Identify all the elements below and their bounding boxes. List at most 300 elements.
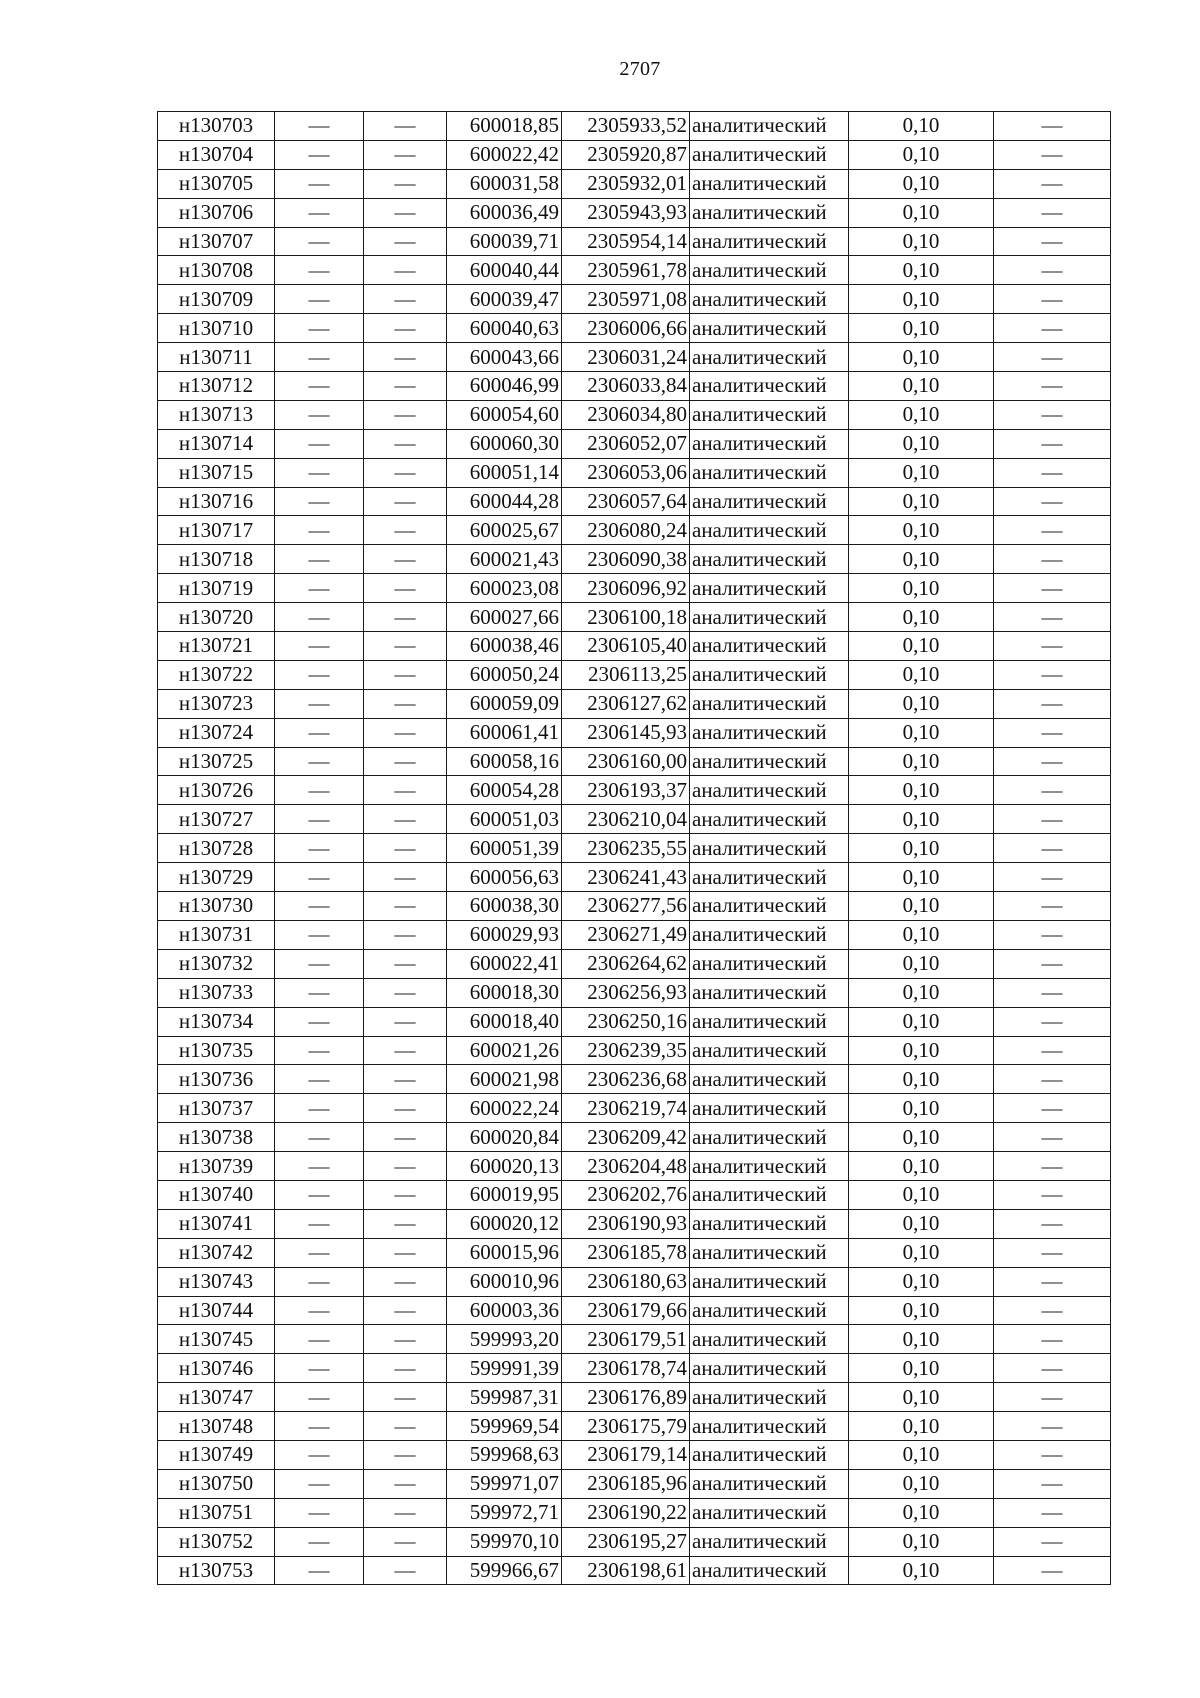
coord-x-cell: 600056,63 (447, 863, 562, 892)
empty-dash-cell: — (994, 1238, 1111, 1267)
point-id-cell: н130751 (158, 1498, 275, 1527)
coord-y-cell: 2306239,35 (562, 1036, 690, 1065)
point-id-cell: н130710 (158, 314, 275, 343)
coord-y-cell: 2306180,63 (562, 1267, 690, 1296)
point-id-cell: н130746 (158, 1354, 275, 1383)
point-id-cell: н130711 (158, 343, 275, 372)
point-id-cell: н130743 (158, 1267, 275, 1296)
empty-dash-cell: — (275, 372, 364, 401)
error-cell: 0,10 (849, 805, 994, 834)
coord-x-cell: 600022,42 (447, 140, 562, 169)
empty-dash-cell: — (275, 1412, 364, 1441)
point-id-cell: н130739 (158, 1152, 275, 1181)
error-cell: 0,10 (849, 689, 994, 718)
coord-x-cell: 599971,07 (447, 1469, 562, 1498)
empty-dash-cell: — (275, 660, 364, 689)
point-id-cell: н130737 (158, 1094, 275, 1123)
point-id-cell: н130722 (158, 660, 275, 689)
method-cell: аналитический (690, 949, 849, 978)
point-id-cell: н130712 (158, 372, 275, 401)
method-cell: аналитический (690, 920, 849, 949)
point-id-cell: н130715 (158, 458, 275, 487)
method-cell: аналитический (690, 198, 849, 227)
empty-dash-cell: — (275, 429, 364, 458)
coord-x-cell: 600021,98 (447, 1065, 562, 1094)
empty-dash-cell: — (275, 516, 364, 545)
empty-dash-cell: — (994, 1498, 1111, 1527)
empty-dash-cell: — (275, 892, 364, 921)
point-id-cell: н130730 (158, 892, 275, 921)
point-id-cell: н130727 (158, 805, 275, 834)
empty-dash-cell: — (275, 1354, 364, 1383)
empty-dash-cell: — (275, 1036, 364, 1065)
table-row (158, 747, 1111, 776)
method-cell: аналитический (690, 1498, 849, 1527)
coord-y-cell: 2306241,43 (562, 863, 690, 892)
table-row (158, 545, 1111, 574)
empty-dash-cell: — (364, 169, 447, 198)
empty-dash-cell: — (994, 776, 1111, 805)
table-row (158, 1123, 1111, 1152)
coord-x-cell: 600025,67 (447, 516, 562, 545)
method-cell: аналитический (690, 1556, 849, 1585)
table-row (158, 1325, 1111, 1354)
error-cell: 0,10 (849, 1123, 994, 1152)
empty-dash-cell: — (275, 1094, 364, 1123)
coord-y-cell: 2306090,38 (562, 545, 690, 574)
coord-y-cell: 2305954,14 (562, 227, 690, 256)
coord-y-cell: 2305961,78 (562, 256, 690, 285)
coord-y-cell: 2306198,61 (562, 1556, 690, 1585)
empty-dash-cell: — (275, 949, 364, 978)
empty-dash-cell: — (364, 1152, 447, 1181)
table-row (158, 834, 1111, 863)
table-row (158, 892, 1111, 921)
coord-y-cell: 2306209,42 (562, 1123, 690, 1152)
error-cell: 0,10 (849, 343, 994, 372)
coord-y-cell: 2306113,25 (562, 660, 690, 689)
empty-dash-cell: — (994, 1123, 1111, 1152)
point-id-cell: н130734 (158, 1007, 275, 1036)
table-row (158, 1209, 1111, 1238)
empty-dash-cell: — (275, 1152, 364, 1181)
coord-x-cell: 600018,40 (447, 1007, 562, 1036)
point-id-cell: н130717 (158, 516, 275, 545)
coord-x-cell: 600040,44 (447, 256, 562, 285)
empty-dash-cell: — (364, 1065, 447, 1094)
empty-dash-cell: — (364, 372, 447, 401)
empty-dash-cell: — (275, 834, 364, 863)
coord-x-cell: 599993,20 (447, 1325, 562, 1354)
empty-dash-cell: — (994, 1094, 1111, 1123)
table-row (158, 1412, 1111, 1441)
coord-x-cell: 600031,58 (447, 169, 562, 198)
error-cell: 0,10 (849, 747, 994, 776)
empty-dash-cell: — (364, 458, 447, 487)
error-cell: 0,10 (849, 1007, 994, 1036)
empty-dash-cell: — (275, 227, 364, 256)
error-cell: 0,10 (849, 776, 994, 805)
coord-x-cell: 600019,95 (447, 1180, 562, 1209)
coord-x-cell: 599987,31 (447, 1383, 562, 1412)
point-id-cell: н130713 (158, 400, 275, 429)
point-id-cell: н130750 (158, 1469, 275, 1498)
empty-dash-cell: — (994, 834, 1111, 863)
empty-dash-cell: — (364, 574, 447, 603)
method-cell: аналитический (690, 863, 849, 892)
coord-y-cell: 2306190,93 (562, 1209, 690, 1238)
coord-y-cell: 2306080,24 (562, 516, 690, 545)
table-body (158, 112, 1111, 1585)
method-cell: аналитический (690, 689, 849, 718)
method-cell: аналитический (690, 603, 849, 632)
empty-dash-cell: — (364, 1325, 447, 1354)
empty-dash-cell: — (364, 1412, 447, 1441)
empty-dash-cell: — (994, 1296, 1111, 1325)
empty-dash-cell: — (994, 1354, 1111, 1383)
error-cell: 0,10 (849, 1036, 994, 1065)
table-row (158, 1556, 1111, 1585)
coord-x-cell: 600039,71 (447, 227, 562, 256)
empty-dash-cell: — (275, 545, 364, 574)
error-cell: 0,10 (849, 920, 994, 949)
empty-dash-cell: — (275, 169, 364, 198)
empty-dash-cell: — (275, 747, 364, 776)
empty-dash-cell: — (364, 1527, 447, 1556)
coord-x-cell: 600003,36 (447, 1296, 562, 1325)
table-row (158, 429, 1111, 458)
coord-x-cell: 600054,28 (447, 776, 562, 805)
coord-y-cell: 2306250,16 (562, 1007, 690, 1036)
empty-dash-cell: — (994, 1007, 1111, 1036)
coord-y-cell: 2306204,48 (562, 1152, 690, 1181)
point-id-cell: н130721 (158, 632, 275, 661)
method-cell: аналитический (690, 776, 849, 805)
coord-y-cell: 2306178,74 (562, 1354, 690, 1383)
coord-x-cell: 600010,96 (447, 1267, 562, 1296)
coord-x-cell: 600039,47 (447, 285, 562, 314)
empty-dash-cell: — (275, 1383, 364, 1412)
empty-dash-cell: — (275, 400, 364, 429)
coord-y-cell: 2306105,40 (562, 632, 690, 661)
empty-dash-cell: — (994, 1325, 1111, 1354)
method-cell: аналитический (690, 256, 849, 285)
empty-dash-cell: — (275, 140, 364, 169)
coord-y-cell: 2305932,01 (562, 169, 690, 198)
point-id-cell: н130705 (158, 169, 275, 198)
empty-dash-cell: — (364, 516, 447, 545)
point-id-cell: н130744 (158, 1296, 275, 1325)
table-row (158, 632, 1111, 661)
error-cell: 0,10 (849, 603, 994, 632)
coord-x-cell: 600060,30 (447, 429, 562, 458)
coord-y-cell: 2305933,52 (562, 112, 690, 141)
point-id-cell: н130714 (158, 429, 275, 458)
error-cell: 0,10 (849, 1412, 994, 1441)
empty-dash-cell: — (994, 314, 1111, 343)
coord-x-cell: 600044,28 (447, 487, 562, 516)
coord-x-cell: 600051,03 (447, 805, 562, 834)
error-cell: 0,10 (849, 1469, 994, 1498)
empty-dash-cell: — (275, 1296, 364, 1325)
table-row (158, 863, 1111, 892)
empty-dash-cell: — (994, 1527, 1111, 1556)
empty-dash-cell: — (994, 660, 1111, 689)
table-row (158, 372, 1111, 401)
table-row (158, 256, 1111, 285)
point-id-cell: н130748 (158, 1412, 275, 1441)
coord-y-cell: 2305943,93 (562, 198, 690, 227)
point-id-cell: н130704 (158, 140, 275, 169)
method-cell: аналитический (690, 112, 849, 141)
point-id-cell: н130745 (158, 1325, 275, 1354)
coord-y-cell: 2306175,79 (562, 1412, 690, 1441)
method-cell: аналитический (690, 1354, 849, 1383)
empty-dash-cell: — (275, 285, 364, 314)
table-row (158, 458, 1111, 487)
empty-dash-cell: — (994, 285, 1111, 314)
empty-dash-cell: — (994, 429, 1111, 458)
empty-dash-cell: — (364, 863, 447, 892)
empty-dash-cell: — (994, 1209, 1111, 1238)
empty-dash-cell: — (994, 689, 1111, 718)
coord-x-cell: 600015,96 (447, 1238, 562, 1267)
coord-y-cell: 2306052,07 (562, 429, 690, 458)
error-cell: 0,10 (849, 314, 994, 343)
method-cell: аналитический (690, 718, 849, 747)
method-cell: аналитический (690, 747, 849, 776)
method-cell: аналитический (690, 487, 849, 516)
point-id-cell: н130741 (158, 1209, 275, 1238)
error-cell: 0,10 (849, 834, 994, 863)
method-cell: аналитический (690, 1238, 849, 1267)
error-cell: 0,10 (849, 545, 994, 574)
error-cell: 0,10 (849, 1527, 994, 1556)
coord-y-cell: 2306057,64 (562, 487, 690, 516)
error-cell: 0,10 (849, 1325, 994, 1354)
empty-dash-cell: — (275, 343, 364, 372)
empty-dash-cell: — (275, 1498, 364, 1527)
table-row (158, 1440, 1111, 1469)
table-row (158, 978, 1111, 1007)
coord-y-cell: 2306006,66 (562, 314, 690, 343)
coord-x-cell: 599968,63 (447, 1440, 562, 1469)
error-cell: 0,10 (849, 1238, 994, 1267)
coord-x-cell: 600058,16 (447, 747, 562, 776)
empty-dash-cell: — (994, 169, 1111, 198)
empty-dash-cell: — (364, 140, 447, 169)
empty-dash-cell: — (275, 603, 364, 632)
point-id-cell: н130728 (158, 834, 275, 863)
empty-dash-cell: — (994, 747, 1111, 776)
method-cell: аналитический (690, 285, 849, 314)
point-id-cell: н130708 (158, 256, 275, 285)
table-row (158, 949, 1111, 978)
error-cell: 0,10 (849, 574, 994, 603)
empty-dash-cell: — (275, 632, 364, 661)
empty-dash-cell: — (364, 1180, 447, 1209)
point-id-cell: н130740 (158, 1180, 275, 1209)
point-id-cell: н130729 (158, 863, 275, 892)
error-cell: 0,10 (849, 429, 994, 458)
coord-y-cell: 2306100,18 (562, 603, 690, 632)
empty-dash-cell: — (364, 1238, 447, 1267)
empty-dash-cell: — (994, 112, 1111, 141)
empty-dash-cell: — (275, 978, 364, 1007)
method-cell: аналитический (690, 1123, 849, 1152)
empty-dash-cell: — (364, 776, 447, 805)
point-id-cell: н130736 (158, 1065, 275, 1094)
empty-dash-cell: — (275, 1065, 364, 1094)
method-cell: аналитический (690, 1065, 849, 1094)
coord-x-cell: 600046,99 (447, 372, 562, 401)
empty-dash-cell: — (994, 1469, 1111, 1498)
empty-dash-cell: — (364, 718, 447, 747)
method-cell: аналитический (690, 1209, 849, 1238)
coord-x-cell: 600021,43 (447, 545, 562, 574)
coord-x-cell: 600051,14 (447, 458, 562, 487)
error-cell: 0,10 (849, 863, 994, 892)
method-cell: аналитический (690, 1527, 849, 1556)
coord-y-cell: 2306034,80 (562, 400, 690, 429)
empty-dash-cell: — (994, 1440, 1111, 1469)
empty-dash-cell: — (275, 1180, 364, 1209)
empty-dash-cell: — (364, 314, 447, 343)
empty-dash-cell: — (275, 487, 364, 516)
empty-dash-cell: — (994, 1152, 1111, 1181)
empty-dash-cell: — (994, 343, 1111, 372)
empty-dash-cell: — (275, 1123, 364, 1152)
table-row (158, 1383, 1111, 1412)
coord-y-cell: 2305920,87 (562, 140, 690, 169)
method-cell: аналитический (690, 343, 849, 372)
method-cell: аналитический (690, 314, 849, 343)
coord-y-cell: 2305971,08 (562, 285, 690, 314)
empty-dash-cell: — (994, 920, 1111, 949)
empty-dash-cell: — (275, 458, 364, 487)
empty-dash-cell: — (994, 516, 1111, 545)
method-cell: аналитический (690, 1383, 849, 1412)
empty-dash-cell: — (364, 1498, 447, 1527)
error-cell: 0,10 (849, 1152, 994, 1181)
coord-y-cell: 2306256,93 (562, 978, 690, 1007)
empty-dash-cell: — (994, 372, 1111, 401)
page-number: 2707 (619, 58, 661, 80)
table-row (158, 112, 1111, 141)
empty-dash-cell: — (994, 603, 1111, 632)
table-row (158, 1238, 1111, 1267)
method-cell: аналитический (690, 1094, 849, 1123)
coord-x-cell: 600022,41 (447, 949, 562, 978)
empty-dash-cell: — (275, 256, 364, 285)
coord-x-cell: 600018,85 (447, 112, 562, 141)
coord-y-cell: 2306145,93 (562, 718, 690, 747)
empty-dash-cell: — (364, 343, 447, 372)
coord-x-cell: 600043,66 (447, 343, 562, 372)
table-row (158, 198, 1111, 227)
coord-x-cell: 599969,54 (447, 1412, 562, 1441)
error-cell: 0,10 (849, 660, 994, 689)
empty-dash-cell: — (364, 660, 447, 689)
method-cell: аналитический (690, 140, 849, 169)
coord-y-cell: 2306235,55 (562, 834, 690, 863)
table-row (158, 140, 1111, 169)
empty-dash-cell: — (994, 1383, 1111, 1412)
error-cell: 0,10 (849, 1498, 994, 1527)
empty-dash-cell: — (994, 1556, 1111, 1585)
empty-dash-cell: — (275, 1267, 364, 1296)
point-id-cell: н130724 (158, 718, 275, 747)
empty-dash-cell: — (275, 776, 364, 805)
coord-y-cell: 2306185,78 (562, 1238, 690, 1267)
empty-dash-cell: — (994, 978, 1111, 1007)
method-cell: аналитический (690, 227, 849, 256)
point-id-cell: н130716 (158, 487, 275, 516)
table-row (158, 1267, 1111, 1296)
empty-dash-cell: — (364, 892, 447, 921)
point-id-cell: н130742 (158, 1238, 275, 1267)
table-row (158, 1152, 1111, 1181)
empty-dash-cell: — (364, 603, 447, 632)
table-row (158, 400, 1111, 429)
table-row (158, 574, 1111, 603)
coord-y-cell: 2306193,37 (562, 776, 690, 805)
error-cell: 0,10 (849, 978, 994, 1007)
point-id-cell: н130735 (158, 1036, 275, 1065)
table-row (158, 487, 1111, 516)
error-cell: 0,10 (849, 892, 994, 921)
error-cell: 0,10 (849, 632, 994, 661)
coord-x-cell: 600038,30 (447, 892, 562, 921)
coord-x-cell: 600022,24 (447, 1094, 562, 1123)
error-cell: 0,10 (849, 1094, 994, 1123)
method-cell: аналитический (690, 458, 849, 487)
method-cell: аналитический (690, 1412, 849, 1441)
method-cell: аналитический (690, 1007, 849, 1036)
coord-y-cell: 2306179,51 (562, 1325, 690, 1354)
empty-dash-cell: — (994, 892, 1111, 921)
point-id-cell: н130753 (158, 1556, 275, 1585)
point-id-cell: н130709 (158, 285, 275, 314)
coordinates-table (157, 111, 1111, 1585)
point-id-cell: н130719 (158, 574, 275, 603)
error-cell: 0,10 (849, 718, 994, 747)
method-cell: аналитический (690, 1152, 849, 1181)
error-cell: 0,10 (849, 1180, 994, 1209)
error-cell: 0,10 (849, 112, 994, 141)
empty-dash-cell: — (994, 256, 1111, 285)
empty-dash-cell: — (364, 1123, 447, 1152)
method-cell: аналитический (690, 1296, 849, 1325)
empty-dash-cell: — (994, 400, 1111, 429)
empty-dash-cell: — (364, 1267, 447, 1296)
coord-x-cell: 599970,10 (447, 1527, 562, 1556)
point-id-cell: н130726 (158, 776, 275, 805)
coord-y-cell: 2306219,74 (562, 1094, 690, 1123)
empty-dash-cell: — (364, 198, 447, 227)
coord-y-cell: 2306185,96 (562, 1469, 690, 1498)
coord-y-cell: 2306176,89 (562, 1383, 690, 1412)
method-cell: аналитический (690, 1267, 849, 1296)
coord-y-cell: 2306127,62 (562, 689, 690, 718)
table-row (158, 1527, 1111, 1556)
table-row (158, 920, 1111, 949)
empty-dash-cell: — (364, 545, 447, 574)
empty-dash-cell: — (994, 718, 1111, 747)
error-cell: 0,10 (849, 256, 994, 285)
error-cell: 0,10 (849, 1354, 994, 1383)
method-cell: аналитический (690, 632, 849, 661)
